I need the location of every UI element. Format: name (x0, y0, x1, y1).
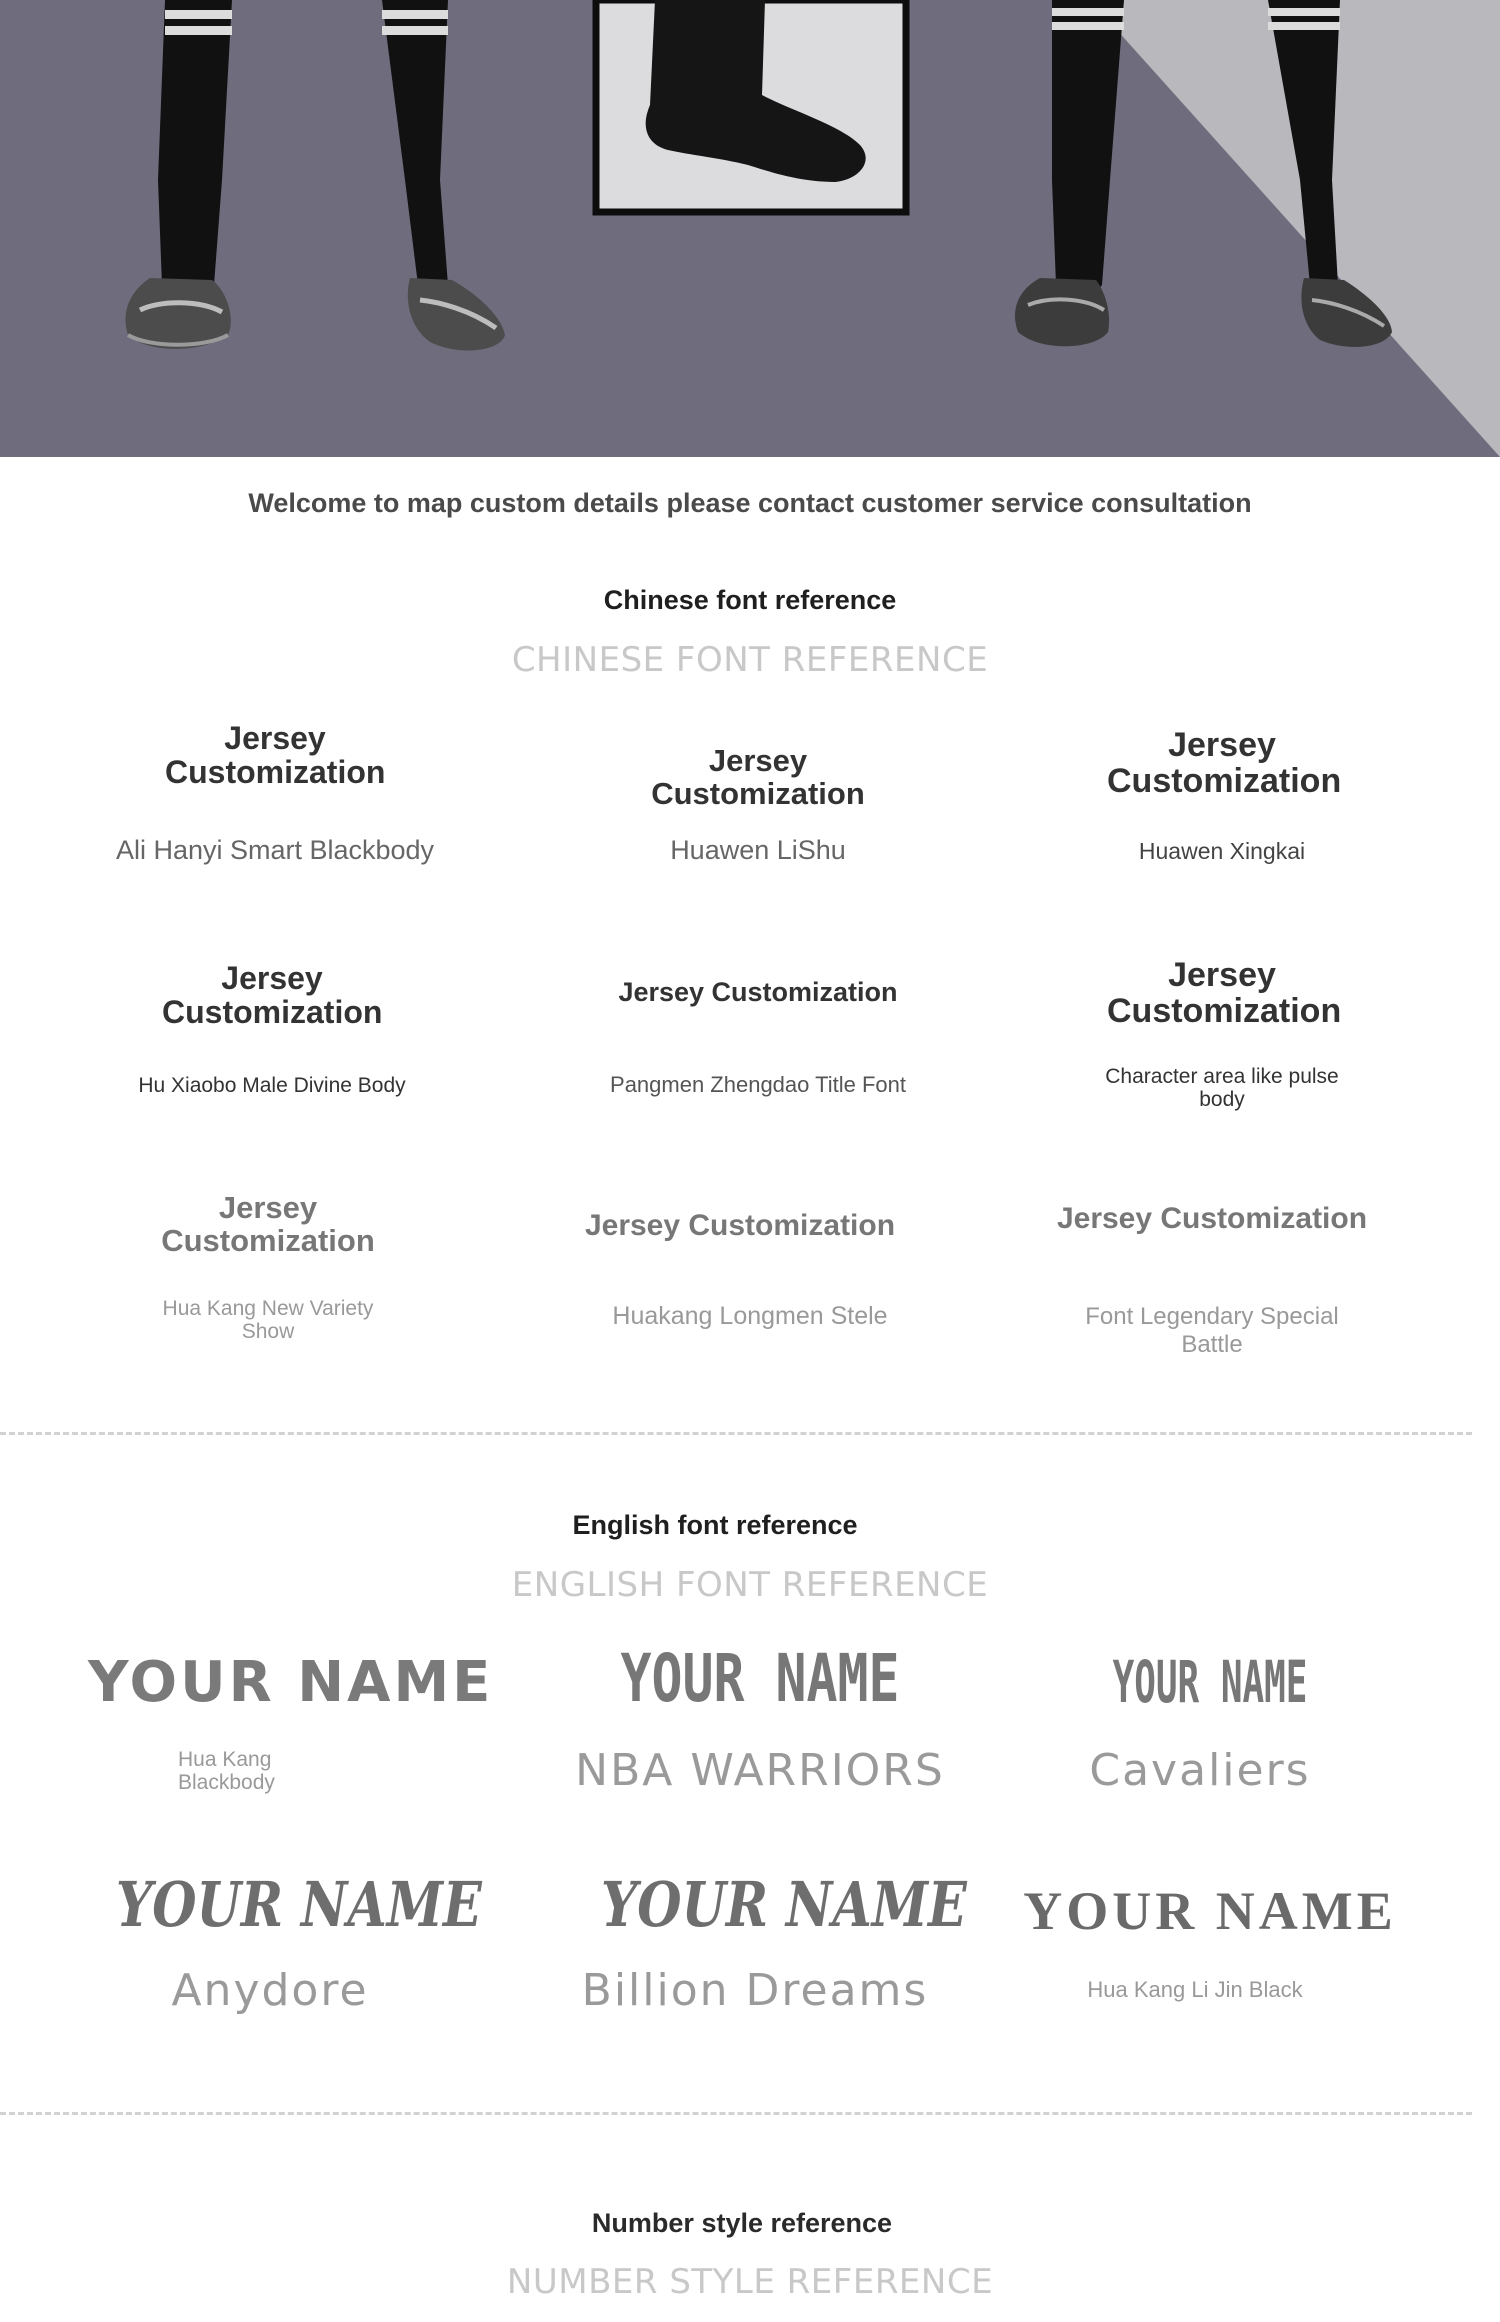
chinese-font-item (598, 745, 918, 875)
font-name: Huawen LiShu (670, 835, 846, 865)
chinese-font-item (598, 978, 918, 1108)
chinese-font-item (1052, 1202, 1372, 1358)
chinese-font-item (1062, 728, 1382, 878)
chinese-section-title: Chinese font reference (603, 585, 897, 615)
font-sample: YOUR NAME (1112, 1648, 1308, 1716)
font-name: Hua Kang Li Jin Black (1087, 1977, 1303, 2002)
number-section-subtitle: NUMBER STYLE REFERENCE (506, 2262, 994, 2302)
chinese-font-item (115, 722, 435, 872)
font-sample: Jersey Customization (618, 977, 898, 1007)
chinese-font-item (112, 962, 432, 1112)
welcome-message: Welcome to map custom details please contact customer service consultation (248, 488, 1252, 518)
hero-banner (0, 0, 1500, 457)
font-sample: Jersey Customization (1056, 1202, 1368, 1235)
font-sample: Jersey Customization (1107, 956, 1342, 1030)
font-sample: YOUR NAME (620, 1640, 900, 1717)
chinese-font-item (108, 1192, 428, 1352)
font-name: Font Legendary Special Battle (1085, 1303, 1339, 1358)
socks-illustration (0, 0, 1500, 457)
font-sample: YOUR NAME (88, 1650, 494, 1715)
font-name: Huawen Xingkai (1138, 838, 1306, 864)
font-name: NBA WARRIORS (575, 1745, 945, 1796)
font-sample: Jersey Customization (165, 720, 386, 790)
section-divider (0, 1432, 1472, 1435)
font-sample: Jersey Customization (651, 743, 865, 811)
font-sample: YOUR NAME (601, 1868, 967, 1941)
font-name: Huakang Longmen Stele (612, 1302, 888, 1330)
font-name: Cavaliers (1089, 1745, 1311, 1796)
chinese-font-item (580, 1210, 900, 1340)
font-sample: YOUR NAME (1023, 1881, 1397, 1941)
section-divider (0, 2112, 1472, 2115)
font-name: Hu Xiaobo Male Divine Body (138, 1074, 406, 1097)
left-leg-pair (125, 0, 505, 350)
font-sample: Jersey Customization (161, 1190, 375, 1258)
font-name: Ali Hanyi Smart Blackbody (115, 835, 435, 865)
font-name: Hua Kang New Variety Show (162, 1297, 374, 1344)
font-name: Hua Kang Blackbody (178, 1748, 275, 1795)
font-name: Billion Dreams (581, 1965, 929, 2016)
center-sock-frame (596, 0, 906, 212)
font-sample: YOUR NAME (116, 1868, 482, 1941)
chinese-section-subtitle: CHINESE FONT REFERENCE (511, 640, 989, 680)
font-name: Character area like pulse body (1105, 1065, 1339, 1112)
font-sample: Jersey Customization (1107, 726, 1342, 800)
font-sample: Jersey Customization (162, 960, 383, 1030)
font-sample: Jersey Customization (584, 1209, 896, 1242)
english-section-subtitle: ENGLISH FONT REFERENCE (511, 1565, 989, 1605)
chinese-font-item (1062, 958, 1382, 1118)
font-name: Anydore (171, 1965, 369, 2016)
font-name: Pangmen Zhengdao Title Font (610, 1072, 906, 1097)
english-section-title: English font reference (572, 1510, 858, 1540)
number-section-title: Number style reference (591, 2208, 893, 2238)
